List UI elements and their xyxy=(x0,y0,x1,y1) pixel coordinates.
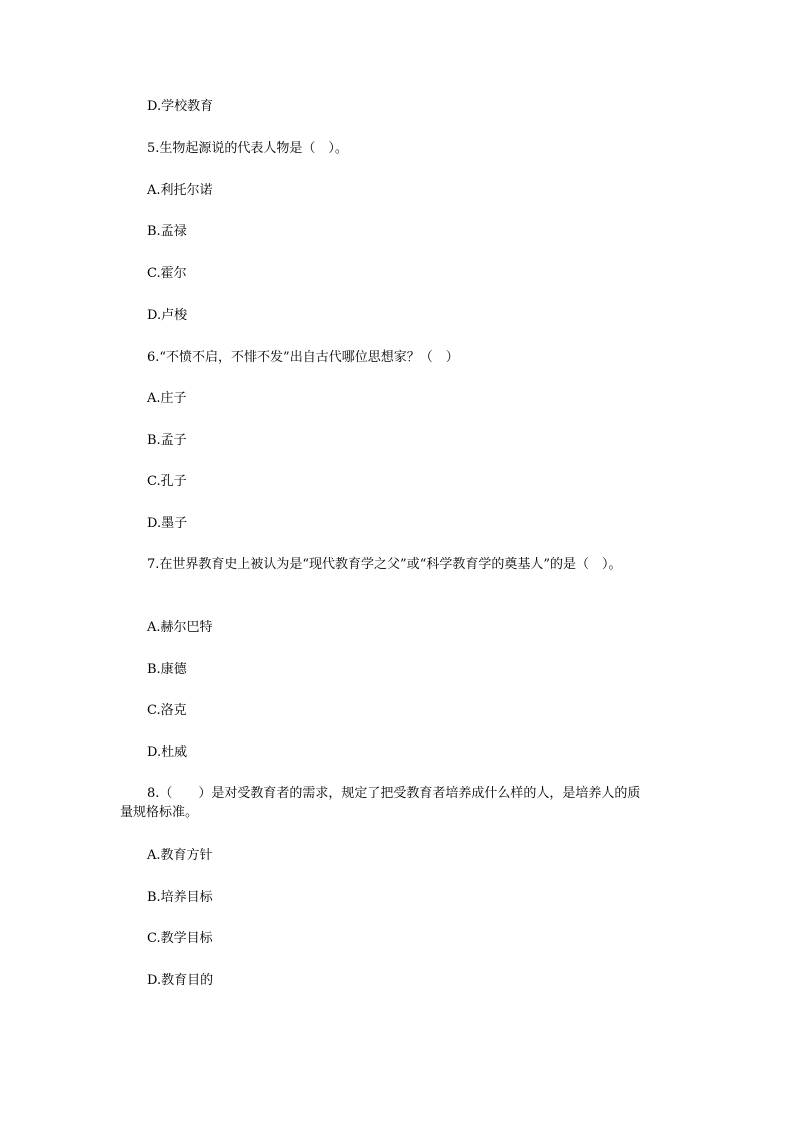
q8-question-line1: 8.（ ）是对受教育者的需求，规定了把受教育者培养成什么样的人，是培养人的质 xyxy=(147,786,641,801)
q6-question: 6.“不愤不启，不悱不发”出自古代哪位思想家？（ ） xyxy=(147,350,459,365)
q6-option-d: D.墨子 xyxy=(147,516,188,531)
q7-option-c: C.洛克 xyxy=(147,703,187,718)
q5-option-a: A.利托尔诺 xyxy=(147,183,213,198)
q7-option-a: A.赫尔巴特 xyxy=(147,620,213,635)
q6-option-b: B.孟子 xyxy=(147,433,187,448)
q8-option-a: A.教育方针 xyxy=(147,848,213,863)
q5-question: 5.生物起源说的代表人物是（ ）。 xyxy=(147,141,348,156)
q8-question-line2: 量规格标准。 xyxy=(120,805,199,820)
q7-option-d: D.杜威 xyxy=(147,745,188,760)
q8-option-c: C.教学目标 xyxy=(147,931,213,946)
q8-option-d: D.教育目的 xyxy=(147,973,214,988)
q5-option-d: D.卢梭 xyxy=(147,308,188,323)
q4-option-d: D.学校教育 xyxy=(147,99,214,114)
q7-question: 7.在世界教育史上被认为是“现代教育学之父”或“科学教育学的奠基人”的是（ ）。 xyxy=(147,557,622,572)
q6-option-c: C.孔子 xyxy=(147,474,187,489)
q6-option-a: A.庄子 xyxy=(147,391,187,406)
q5-option-c: C.霍尔 xyxy=(147,266,187,281)
q5-option-b: B.孟禄 xyxy=(147,224,187,239)
q7-option-b: B.康德 xyxy=(147,662,187,677)
q8-option-b: B.培养目标 xyxy=(147,890,213,905)
